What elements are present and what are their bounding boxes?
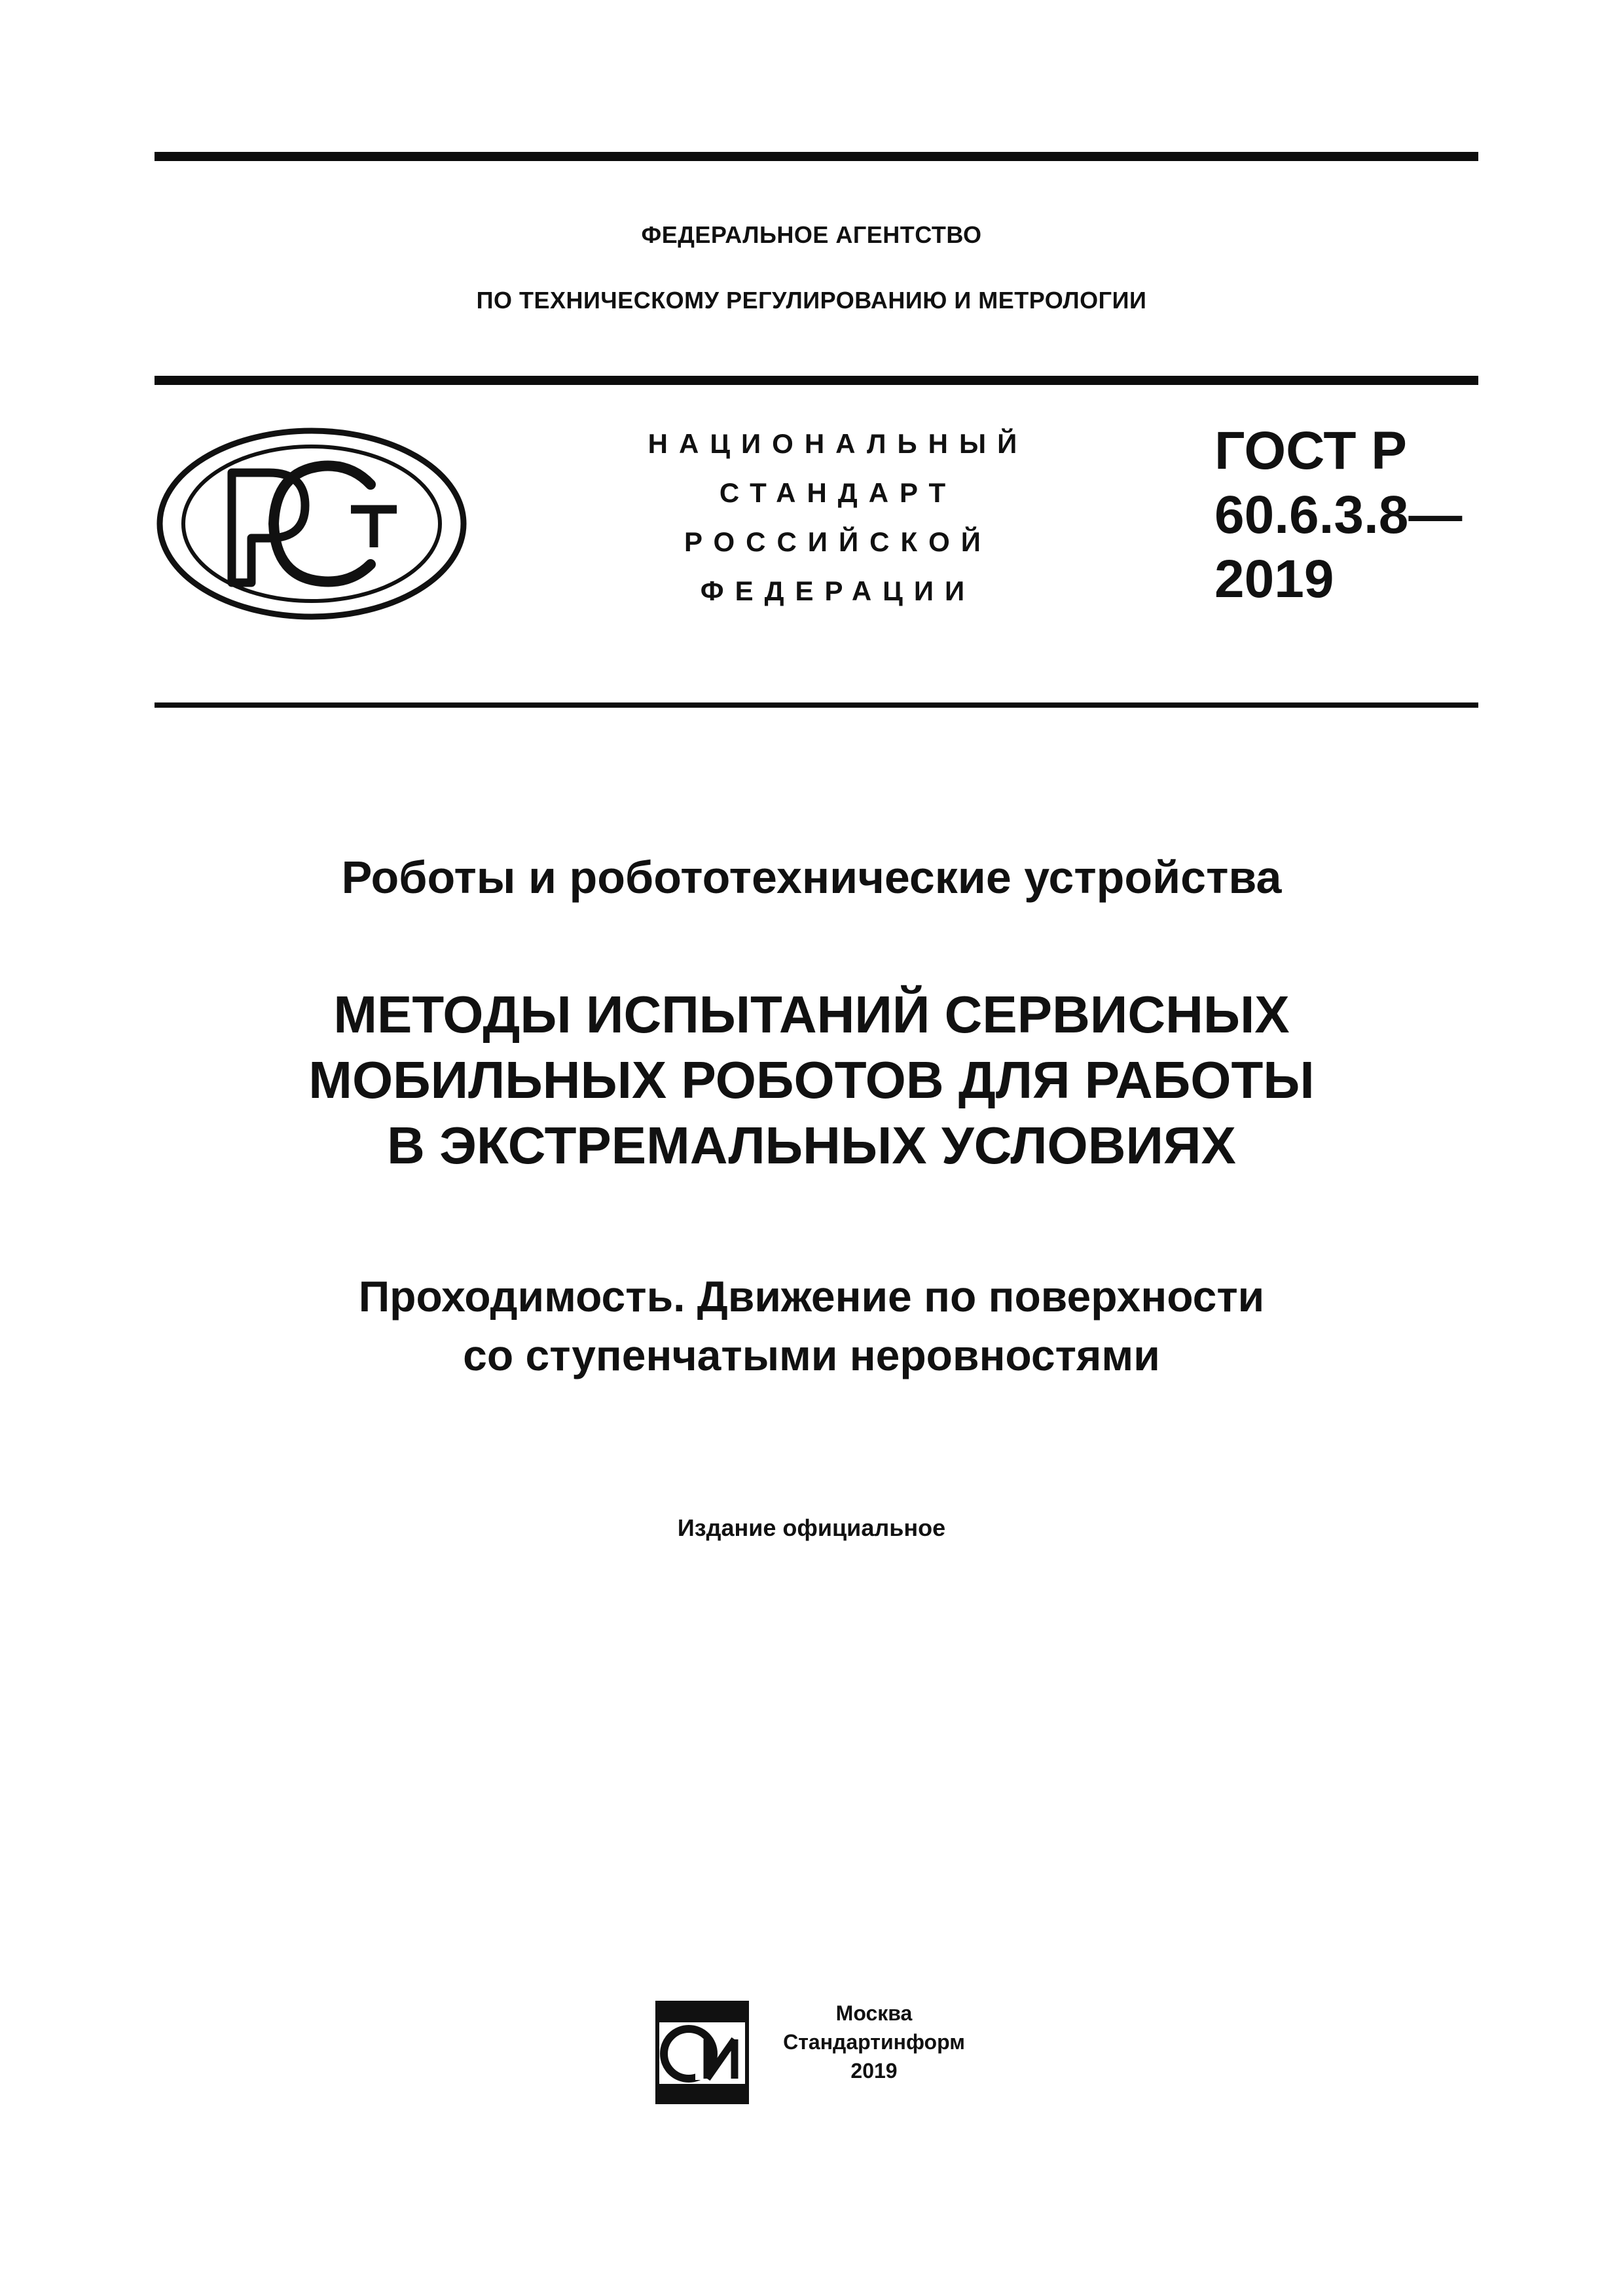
- top-rule: [155, 152, 1478, 161]
- part-line-2: со ступенчатыми неровностями: [463, 1331, 1160, 1379]
- publisher-imprint: [776, 1999, 972, 2085]
- gost-line-2: 60.6.3.8—: [1214, 485, 1463, 545]
- part-line-1: Проходимость. Движение по поверхности: [358, 1272, 1265, 1321]
- document-subtitle: Роботы и робототехнические устройства: [341, 852, 1282, 903]
- gost-line-1: ГОСТ Р: [1214, 421, 1407, 481]
- standard-line-1: НАЦИОНАЛЬНЫЙ: [647, 428, 1029, 459]
- standard-line-3: РОССИЙСКОЙ: [684, 526, 992, 557]
- document-part-title: [0, 1267, 1623, 1385]
- standard-line-2: СТАНДАРТ: [719, 477, 957, 508]
- publisher-logo-icon: [655, 2000, 750, 2108]
- rst-emblem-icon: [155, 426, 469, 625]
- gost-designation: [1214, 419, 1462, 611]
- publisher-city: Москва: [835, 2001, 913, 2025]
- agency-line-1: ФЕДЕРАЛЬНОЕ АГЕНТСТВО: [641, 221, 982, 248]
- title-line-1: МЕТОДЫ ИСПЫТАНИЙ СЕРВИСНЫХ: [333, 985, 1290, 1044]
- national-standard-label: [609, 419, 1067, 615]
- publisher-year: 2019: [850, 2059, 898, 2083]
- gost-line-3: 2019: [1214, 549, 1334, 609]
- agency-line-2: ПО ТЕХНИЧЕСКОМУ РЕГУЛИРОВАНИЮ И МЕТРОЛОГИИ: [476, 287, 1147, 314]
- standard-line-4: ФЕДЕРАЦИИ: [700, 575, 976, 606]
- edition-label: Издание официальное: [677, 1514, 946, 1541]
- title-line-2: МОБИЛЬНЫХ РОБОТОВ ДЛЯ РАБОТЫ: [308, 1051, 1315, 1109]
- title-line-3: В ЭКСТРЕМАЛЬНЫХ УСЛОВИЯХ: [387, 1116, 1236, 1175]
- standard-block-rule: [155, 702, 1478, 708]
- document-title: [0, 982, 1623, 1178]
- publisher-name: Стандартинформ: [783, 2030, 965, 2054]
- header-rule: [155, 376, 1478, 385]
